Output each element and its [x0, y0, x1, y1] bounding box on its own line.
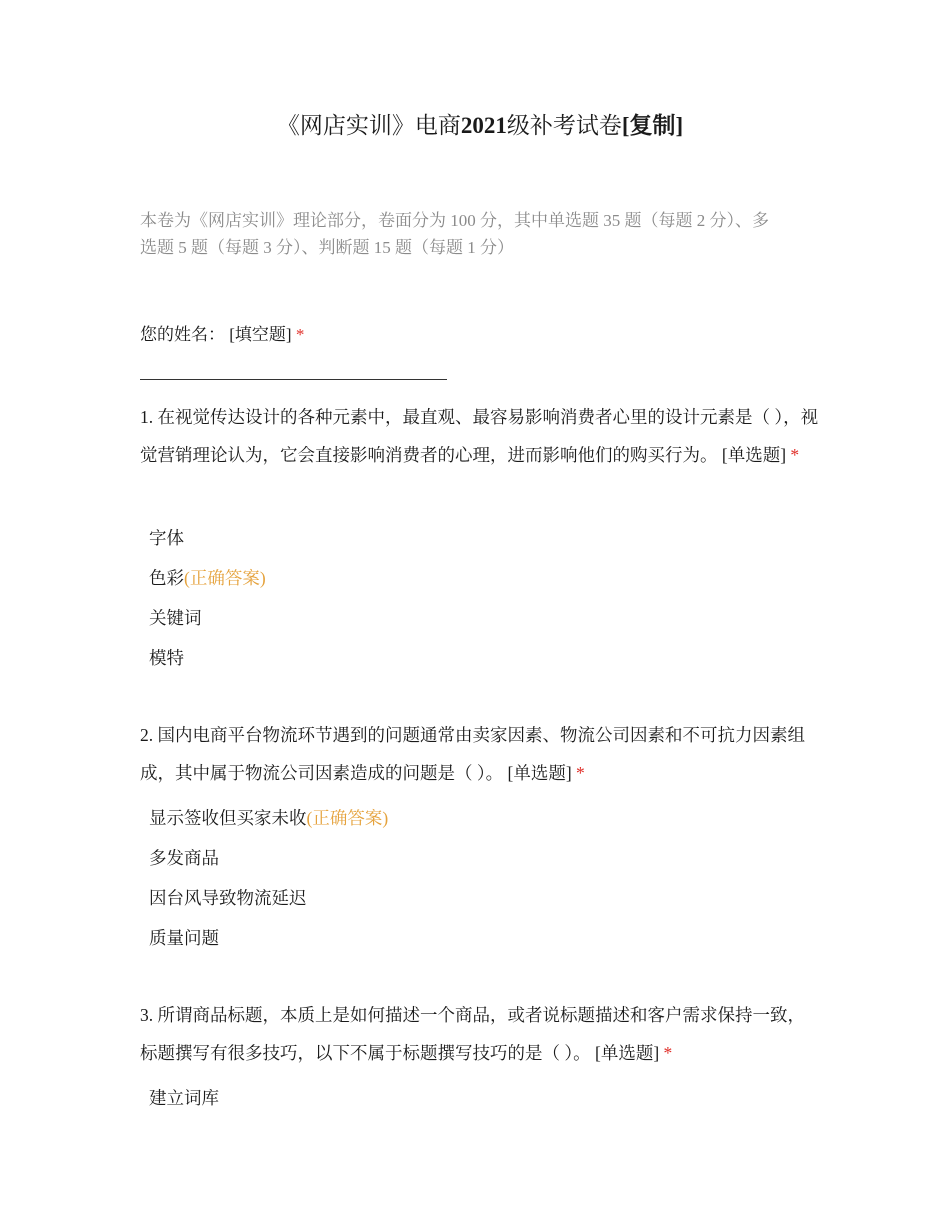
exam-title	[140, 108, 820, 144]
question-3	[140, 996, 820, 1072]
option	[149, 598, 266, 638]
name-label: 您的姓名：	[140, 325, 225, 344]
option-label: 多发商品	[149, 848, 219, 868]
exam-description: 本卷为《网店实训》理论部分，卷面分为 100 分，其中单选题 35 题（每题 2 分）、多选题 5 题（每题 3 分）、判断题 15 题（每题 1 分）	[140, 211, 769, 257]
question-type-tag: [单选题]	[507, 763, 572, 783]
option	[149, 638, 266, 678]
name-answer-line	[140, 379, 447, 380]
option	[149, 518, 266, 558]
required-mark: *	[663, 1043, 673, 1063]
question-type-tag: [填空题]	[229, 325, 292, 344]
option-label: 建立词库	[149, 1088, 219, 1108]
title-mid: 级补考试卷	[506, 113, 622, 138]
required-mark: *	[295, 325, 305, 344]
title-year: 2021	[460, 113, 507, 138]
option	[149, 1078, 219, 1118]
option-label: 显示签收但买家未收	[149, 808, 307, 828]
title-prefix: 《网店实训》电商	[276, 113, 461, 138]
question-2-options	[149, 798, 388, 958]
question-1	[140, 398, 820, 474]
question-text: 3. 所谓商品标题，本质上是如何描述一个商品，或者说标题描述和客户需求保持一致，标题撰写有很多技巧，以下不属于标题撰写技巧的是（ ）。	[140, 1005, 805, 1063]
option	[149, 838, 388, 878]
correct-answer-tag: (正确答案)	[184, 568, 266, 588]
question-1-options	[149, 518, 266, 678]
question-text: 1. 在视觉传达设计的各种元素中，最直观、最容易影响消费者心里的设计元素是（ ），视觉营销理论认为，它会直接影响消费者的心理，进而影响他们的购买行为。	[140, 407, 819, 465]
option	[149, 918, 388, 958]
required-mark: *	[790, 445, 800, 465]
option	[149, 878, 388, 918]
question-2	[140, 716, 820, 792]
option	[149, 558, 266, 598]
name-question	[140, 320, 304, 350]
option-label: 因台风导致物流延迟	[149, 888, 307, 908]
option-label: 色彩	[149, 568, 184, 588]
question-3-options	[149, 1078, 219, 1118]
option-label: 关键词	[149, 608, 202, 628]
correct-answer-tag: (正确答案)	[306, 808, 389, 828]
option-label: 字体	[149, 528, 184, 548]
title-suffix: [复制]	[621, 113, 684, 138]
required-mark: *	[576, 763, 585, 783]
question-type-tag: [单选题]	[721, 445, 787, 465]
option-label: 质量问题	[149, 928, 219, 948]
question-type-tag: [单选题]	[595, 1043, 660, 1063]
option-label: 模特	[149, 648, 184, 668]
option	[149, 798, 388, 838]
question-text: 2. 国内电商平台物流环节遇到的问题通常由卖家因素、物流公司因素和不可抗力因素组成，其中属于物流公司因素造成的问题是（ ）。	[140, 725, 805, 783]
